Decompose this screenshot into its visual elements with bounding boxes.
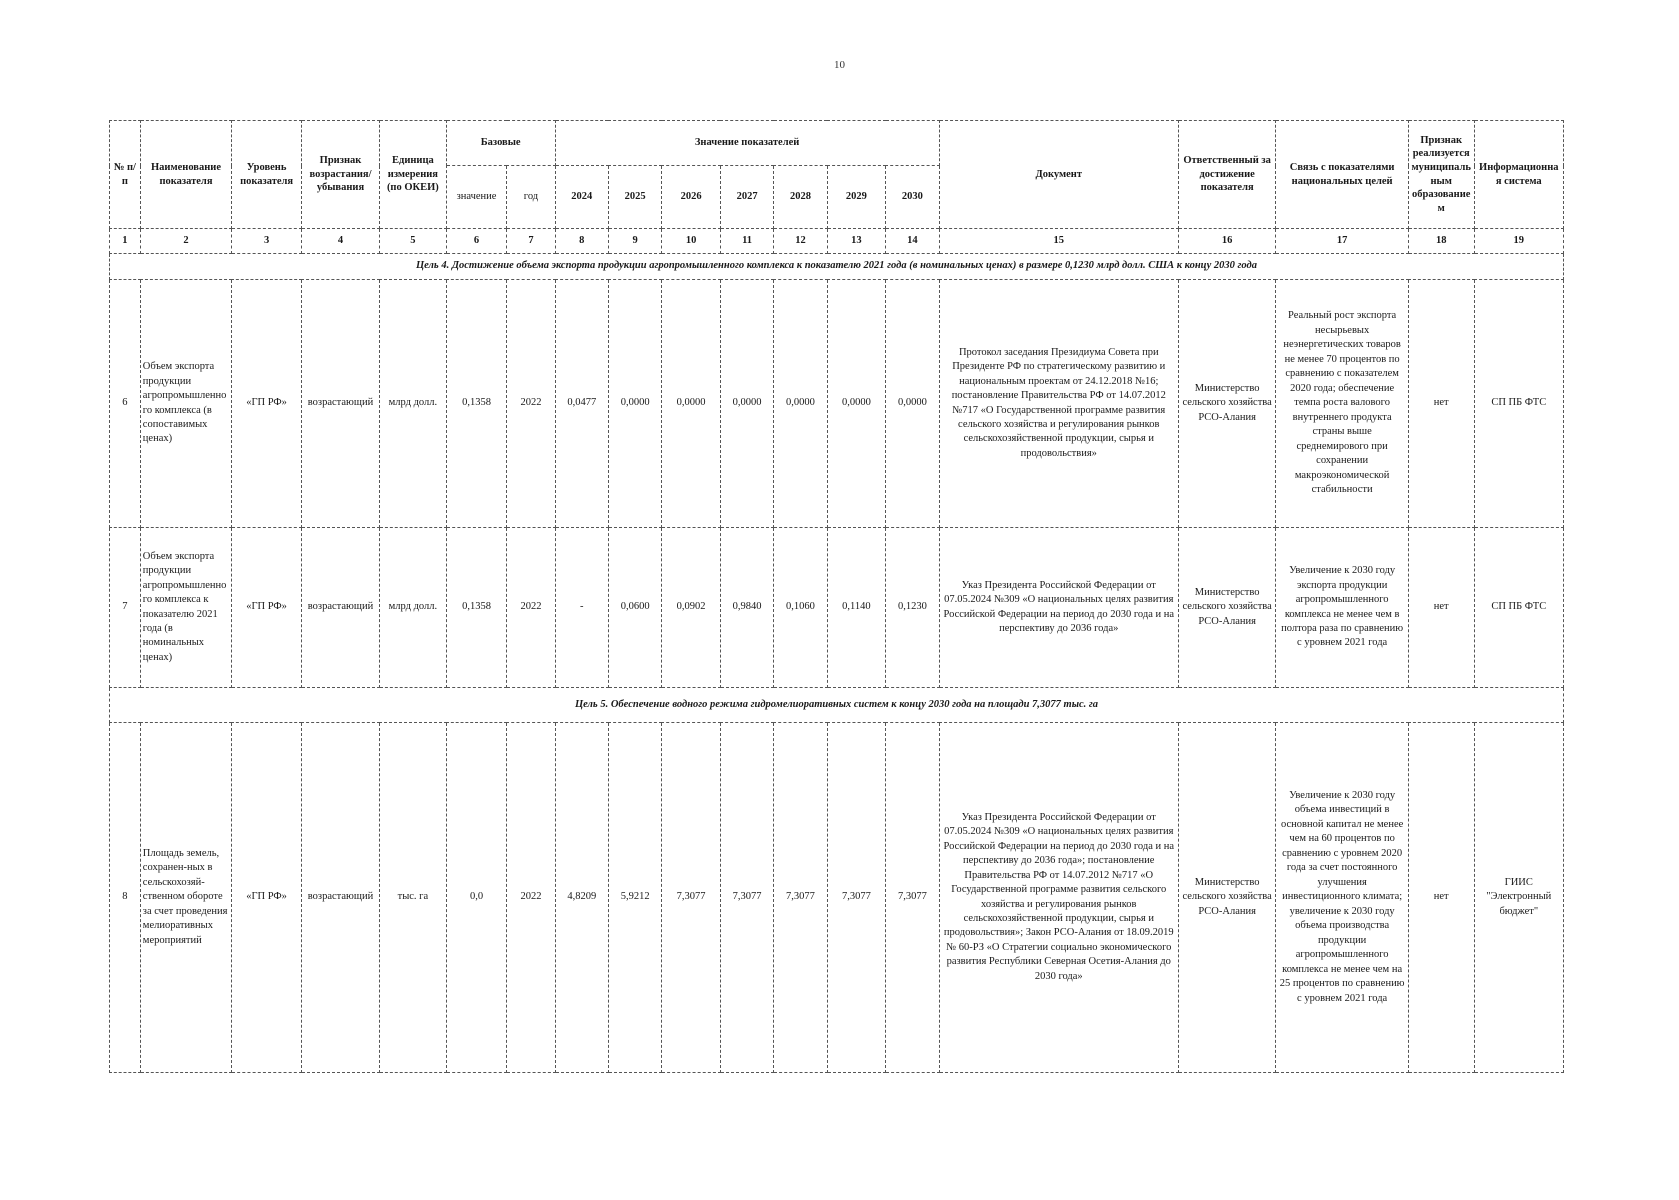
column-number: 16: [1178, 229, 1276, 254]
goal-row: [110, 688, 1564, 723]
column-number: 14: [886, 229, 939, 254]
column-number: 13: [827, 229, 886, 254]
municipal-flag: нет: [1408, 723, 1474, 1073]
column-number: 15: [939, 229, 1178, 254]
indicator-name: Объем экспорта продукции агропромышленного комплекса (в сопоставимых ценах): [140, 280, 231, 528]
value-2024: -: [555, 528, 608, 688]
header-base: Базовые: [446, 121, 555, 166]
indicator-unit: млрд долл.: [380, 528, 447, 688]
document-text: Указ Президента Российской Федерации от 07.05.2024 №309 «О национальных целях развития Российской Федерации на период до 2030 года и на перспективу до 2036 года»; постановление Правительства РФ от 14.07.2012 №717 «О Государственной программе развития сельского хозяйства и регулирования рынков сельскохозяйственной продукции, сырья и продовольствия»; Закон РСО-Алания от 18.09.2019 № 60-РЗ «О Стратегии социально экономического развития Республики Северная Осетия-Алания до 2030 года»: [939, 723, 1178, 1073]
page-number: 10: [834, 59, 845, 71]
header-link: Связь с показателями национальных целей: [1276, 121, 1408, 229]
national-goal-link: Увеличение к 2030 году объема инвестиций в основной капитал не менее чем на 60 процентов по сравнению с уровнем 2020 года за счет постоянного улучшения инвестиционного климата; увеличение к 2030 году объема производства продукции агропромышленного комплекса не менее чем на 25 процентов по сравнению с уровнем 2021 года: [1276, 723, 1408, 1073]
goal-row: [110, 254, 1564, 280]
header-municipal: Признак реализуется муниципальным образованием: [1408, 121, 1474, 229]
value-2028: 0,0000: [774, 280, 827, 528]
value-2027: 0,9840: [720, 528, 773, 688]
value-2025: 0,0600: [608, 528, 661, 688]
column-number: 2: [140, 229, 231, 254]
column-number: 17: [1276, 229, 1408, 254]
value-2029: 0,1140: [827, 528, 886, 688]
header-values: Значение показателей: [555, 121, 939, 166]
value-2028: 7,3077: [774, 723, 827, 1073]
value-2029: 0,0000: [827, 280, 886, 528]
responsible-text: Министерство сельского хозяйства РСО-Алания: [1178, 528, 1276, 688]
header-year-2028: 2028: [774, 166, 827, 229]
indicator-level: «ГП РФ»: [232, 528, 302, 688]
column-number: 18: [1408, 229, 1474, 254]
header-num: № п/п: [110, 121, 141, 229]
indicator-trend: возрастающий: [301, 723, 379, 1073]
value-2026: 7,3077: [662, 723, 721, 1073]
row-num: 8: [110, 723, 141, 1073]
table-row: [110, 528, 1564, 688]
base-year: 2022: [507, 723, 555, 1073]
header-document: Документ: [939, 121, 1178, 229]
column-number: 6: [446, 229, 507, 254]
column-number: 10: [662, 229, 721, 254]
column-number: 1: [110, 229, 141, 254]
header-unit: Единица измерения (по ОКЕИ): [380, 121, 447, 229]
indicator-unit: тыс. га: [380, 723, 447, 1073]
responsible-text: Министерство сельского хозяйства РСО-Алания: [1178, 280, 1276, 528]
row-num: 6: [110, 280, 141, 528]
header-system: Информационная система: [1474, 121, 1563, 229]
table-row: [110, 280, 1564, 528]
column-number: 12: [774, 229, 827, 254]
header-base-value: значение: [446, 166, 507, 229]
value-2030: 7,3077: [886, 723, 939, 1073]
national-goal-link: Реальный рост экспорта несырьевых неэнергетических товаров не менее 70 процентов по сравнению с показателем 2020 года; обеспечение темпа роста валового внутреннего продукта страны выше среднемирового при сохранении макроэкономической стабильности: [1276, 280, 1408, 528]
header-responsible: Ответственный за достижение показателя: [1178, 121, 1276, 229]
indicator-level: «ГП РФ»: [232, 280, 302, 528]
column-number: 5: [380, 229, 447, 254]
value-2028: 0,1060: [774, 528, 827, 688]
header-year-2025: 2025: [608, 166, 661, 229]
document-text: Протокол заседания Президиума Совета при Президенте РФ по стратегическому развитию и национальным проектам от 24.12.2018 №16; постановление Правительства РФ от 14.07.2012 №717 «О Государственной программе развития сельского хозяйства и регулирования рынков сельскохозяйственной продукции, сырья и продовольствия»: [939, 280, 1178, 528]
goal-4-title: Цель 4. Достижение объема экспорта продукции агропромышленного комплекса к показателю 2021 года (в номинальных ценах) в размере 0,1230 млрд долл. США к концу 2030 года: [110, 254, 1564, 280]
indicators-table: [109, 120, 1564, 1073]
information-system: ГИИС "Электронный бюджет": [1474, 723, 1563, 1073]
column-number: 4: [301, 229, 379, 254]
column-number: 19: [1474, 229, 1563, 254]
header-level: Уровень показателя: [232, 121, 302, 229]
document-text: Указ Президента Российской Федерации от 07.05.2024 №309 «О национальных целях развития Российской Федерации на период до 2030 года и на перспективу до 2036 года»: [939, 528, 1178, 688]
header-trend: Признак возрастания/ убывания: [301, 121, 379, 229]
value-2027: 7,3077: [720, 723, 773, 1073]
information-system: СП ПБ ФТС: [1474, 280, 1563, 528]
header-year-2027: 2027: [720, 166, 773, 229]
value-2024: 0,0477: [555, 280, 608, 528]
row-num: 7: [110, 528, 141, 688]
value-2026: 0,0902: [662, 528, 721, 688]
value-2024: 4,8209: [555, 723, 608, 1073]
indicator-level: «ГП РФ»: [232, 723, 302, 1073]
indicator-trend: возрастающий: [301, 280, 379, 528]
goal-5-title: Цель 5. Обеспечение водного режима гидромелиоративных систем к концу 2030 года на площади 7,3077 тыс. га: [110, 688, 1564, 723]
value-2030: 0,0000: [886, 280, 939, 528]
value-2029: 7,3077: [827, 723, 886, 1073]
indicator-name: Объем экспорта продукции агропромышленного комплекса к показателю 2021 года (в номинальных ценах): [140, 528, 231, 688]
column-number: 7: [507, 229, 555, 254]
table-row: [110, 723, 1564, 1073]
header-year-2024: 2024: [555, 166, 608, 229]
base-value: 0,0: [446, 723, 507, 1073]
column-number: 3: [232, 229, 302, 254]
value-2026: 0,0000: [662, 280, 721, 528]
value-2030: 0,1230: [886, 528, 939, 688]
value-2025: 0,0000: [608, 280, 661, 528]
indicator-unit: млрд долл.: [380, 280, 447, 528]
header-year-2030: 2030: [886, 166, 939, 229]
header-year-2029: 2029: [827, 166, 886, 229]
information-system: СП ПБ ФТС: [1474, 528, 1563, 688]
column-number: 11: [720, 229, 773, 254]
base-value: 0,1358: [446, 528, 507, 688]
municipal-flag: нет: [1408, 528, 1474, 688]
indicator-name: Площадь земель, сохранен-ных в сельскохозяй-ственном обороте за счет проведения мелиоративных мероприятий: [140, 723, 231, 1073]
column-number: 8: [555, 229, 608, 254]
national-goal-link: Увеличение к 2030 году экспорта продукции агропромышленного комплекса не менее чем в полтора раза по сравнению с уровнем 2021 года: [1276, 528, 1408, 688]
column-number-row: [110, 229, 1564, 254]
municipal-flag: нет: [1408, 280, 1474, 528]
base-value: 0,1358: [446, 280, 507, 528]
header-base-year: год: [507, 166, 555, 229]
value-2025: 5,9212: [608, 723, 661, 1073]
column-number: 9: [608, 229, 661, 254]
header-name: Наименование показателя: [140, 121, 231, 229]
base-year: 2022: [507, 280, 555, 528]
base-year: 2022: [507, 528, 555, 688]
responsible-text: Министерство сельского хозяйства РСО-Алания: [1178, 723, 1276, 1073]
header-year-2026: 2026: [662, 166, 721, 229]
value-2027: 0,0000: [720, 280, 773, 528]
indicator-trend: возрастающий: [301, 528, 379, 688]
